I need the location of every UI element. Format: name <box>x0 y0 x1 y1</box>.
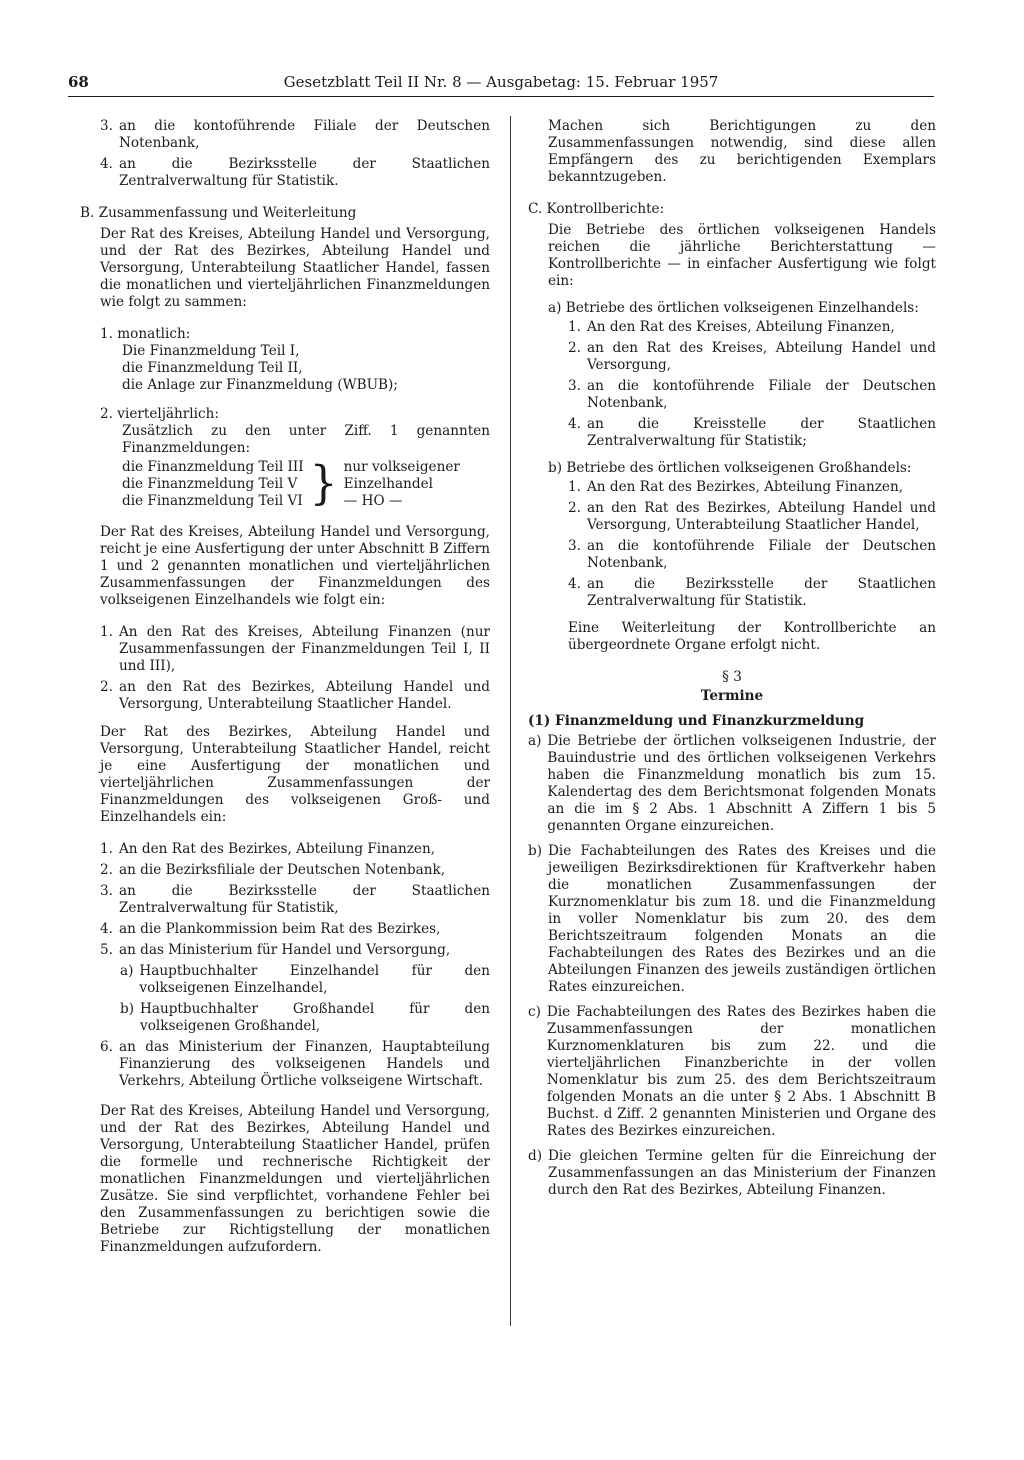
list-item <box>100 1039 490 1090</box>
item-text: An den Rat des Bezirkes, Abteilung Finanzen, <box>586 479 904 495</box>
item-text: An den Rat des Kreises, Abteilung Finanzen, <box>586 319 895 335</box>
section-c-intro: Die Betriebe des örtlichen volkseigenen Handels reichen die jährliche Berichterstattung — Kontrollberichte — in einfacher Ausfertigung wie folgt ein: <box>548 222 936 289</box>
item-number: 4. <box>100 156 113 172</box>
item-number: 1. <box>100 624 113 640</box>
item-number: 4. <box>568 576 581 592</box>
item-number: d) <box>528 1148 543 1164</box>
item-number: b) <box>528 843 543 859</box>
item-text: an die Bezirksfiliale der Deutschen Notenbank, <box>118 862 446 878</box>
list-item <box>528 733 936 835</box>
section-c-title: C. Kontrollberichte: <box>528 201 665 217</box>
monthly-line: Die Finanzmeldung Teil I, <box>122 343 300 359</box>
item-text: an die Kreisstelle der Staatlichen Zentralverwaltung für Statistik; <box>586 416 936 449</box>
item-text: Die Betriebe der örtlichen volkseigenen Industrie, der Bauindustrie und des örtlichen volkseigenen Verkehrs haben die Finanzmeldung monatlich bis zum 15. Kalendertag des dem Berichtsmonat folgenden Monats an die im § 2 Abs. 1 Abschnitt A Ziffern 1 bis 5 genannten Organe einzureichen. <box>547 733 936 834</box>
right-column <box>528 118 936 1203</box>
quarterly-note <box>344 459 460 510</box>
group-b-list <box>548 479 936 610</box>
quarterly-note-line: — HO — <box>343 493 403 509</box>
column-divider <box>510 116 511 1326</box>
item-text: Hauptbuchhalter Großhandel für den volkseigenen Großhandel, <box>140 1001 490 1034</box>
monthly-line: die Anlage zur Finanzmeldung (WBUB); <box>122 377 398 393</box>
page-number: 68 <box>68 73 89 91</box>
paragraph: Machen sich Berichtigungen zu den Zusammenfassungen notwendig, sind diese allen Empfängern des zu berichtigenden Exemplars bekanntzugeben. <box>548 118 936 185</box>
item-text: An den Rat des Kreises, Abteilung Finanzen (nur Zusammenfassungen der Finanzmeldungen Teil I, II und III), <box>118 624 490 674</box>
item-number: 5. <box>100 942 113 958</box>
paragraph: Der Rat des Kreises, Abteilung Handel und Versorgung, reicht je eine Ausfertigung der unter Abschnitt B Ziffern 1 und 2 genannten monatlichen und vierteljährlichen Zusammenfassungen der Finanzmeldungen des volkseigenen Einzelhandels wie folgt ein: <box>100 524 490 608</box>
quarterly-group <box>122 456 490 511</box>
running-head: Gesetzblatt Teil II Nr. 8 — Ausgabetag: 15. Februar 1957 <box>283 73 719 91</box>
subsection-title: (1) Finanzmeldung und Finanzkurzmeldung <box>528 713 865 729</box>
quarterly-note-line: Einzelhandel <box>343 476 433 492</box>
item-number: 2. <box>100 862 113 878</box>
list-item <box>100 118 490 152</box>
list-3 <box>80 841 490 1090</box>
item-text: an die Bezirksstelle der Staatlichen Zentralverwaltung für Statistik. <box>586 576 936 609</box>
list-item <box>100 841 490 858</box>
item-number: 1. <box>568 319 581 335</box>
list-item <box>100 862 490 879</box>
item-text: an die kontoführende Filiale der Deutschen Notenbank, <box>586 538 936 571</box>
item-number: a) <box>528 733 542 749</box>
list-item <box>100 883 490 917</box>
list-item <box>528 843 936 996</box>
closing-paragraph: Eine Weiterleitung der Kontrollberichte an übergeordnete Organe erfolgt nicht. <box>568 620 936 653</box>
item-text: an den Rat des Kreises, Abteilung Handel und Versorgung, <box>586 340 936 373</box>
brace-icon: } <box>309 456 338 511</box>
list-item <box>568 538 936 572</box>
section-b-intro: Der Rat des Kreises, Abteilung Handel und Versorgung, und der Rat des Bezirkes, Abteilung Handel und Versorgung, Unterabteilung Staatlicher Handel, fassen die monatlichen und vierteljährlichen Finanzmeldungen wie folgt zu sammen: <box>100 226 490 310</box>
item-number: 6. <box>100 1039 113 1055</box>
item-number: 4. <box>568 416 581 432</box>
item-number: 3. <box>568 538 581 554</box>
section-b-title: B. Zusammenfassung und Weiterleitung <box>80 205 357 221</box>
quarterly-label: 2. vierteljährlich: <box>100 406 219 422</box>
paragraph: Der Rat des Bezirkes, Abteilung Handel und Versorgung, Unterabteilung Staatlicher Handel, reicht je eine Ausfertigung der monatlichen und vierteljährlichen Zusammenfassungen der Finanzmeldungen des volkseigenen Groß- und Einzelhandels ein: <box>100 724 490 825</box>
list-item <box>100 921 490 938</box>
item-text: an die kontoführende Filiale der Deutschen Notenbank, <box>118 118 490 151</box>
section-number: § 3 <box>722 669 742 685</box>
top-list <box>80 118 490 190</box>
item-number: 4. <box>100 921 113 937</box>
list-item <box>528 1004 936 1140</box>
list-item <box>568 340 936 374</box>
quarterly-note-line: nur volkseigener <box>343 459 460 475</box>
item-number: 3. <box>100 118 113 134</box>
group-b-label: b) Betriebe des örtlichen volkseigenen Großhandels: <box>548 460 912 476</box>
item-number: b) <box>120 1001 135 1017</box>
paragraph: Der Rat des Kreises, Abteilung Handel und Versorgung, und der Rat des Bezirkes, Abteilung Handel und Versorgung, Unterabteilung Staatlicher Handel, prüfen die formelle und rechnerische Richtigkeit der monatlichen Finanzmeldungen und vierteljährlichen Zusätze. Sie sind verpflichtet, vorhandene Fehler bei den Zusammenfassungen zu berichtigen sowie die Betriebe zur Richtigstellung der monatlichen Finanzmeldungen aufzufordern. <box>100 1103 490 1255</box>
item-text: an das Ministerium der Finanzen, Hauptabteilung Finanzierung des volkseigenen Handels und Verkehrs, Abteilung Örtliche volkseigene Wirtschaft. <box>118 1039 490 1089</box>
list-item <box>100 942 490 959</box>
monthly-block <box>80 326 490 510</box>
list-item <box>568 479 936 496</box>
item-text: an die Plankommission beim Rat des Bezirkes, <box>118 921 441 937</box>
subsection-list <box>528 733 936 1199</box>
quarterly-line: die Finanzmeldung Teil VI <box>122 493 303 509</box>
section-c-a <box>528 300 936 654</box>
item-text: Die Fachabteilungen des Rates des Bezirkes haben die Zusammenfassungen der monatlichen Kurznomenklaturen bis zum 22. und die vierteljährlichen Finanzberichte in der vollen Nomenklatur bis zum 25. des dem Berichtszeitraum folgenden Monats an die unter § 2 Abs. 1 Abschnitt B Buchst. d Ziff. 2 genannten Ministerien und Organe des Rates des Bezirkes einzureichen. <box>546 1004 936 1139</box>
quarterly-line: die Finanzmeldung Teil V <box>122 476 298 492</box>
quarterly-line: die Finanzmeldung Teil III <box>122 459 304 475</box>
list-item <box>100 624 490 675</box>
item-text: Hauptbuchhalter Einzelhandel für den volkseigenen Einzelhandel, <box>139 963 490 996</box>
item-number: 1. <box>100 841 113 857</box>
item-text: an die Bezirksstelle der Staatlichen Zentralverwaltung für Statistik. <box>118 156 490 189</box>
list-2 <box>80 624 490 713</box>
monthly-line: die Finanzmeldung Teil II, <box>122 360 303 376</box>
list-item <box>100 679 490 713</box>
item-text: an den Rat des Bezirkes, Abteilung Handel und Versorgung, Unterabteilung Staatlicher Handel. <box>118 679 490 712</box>
sub-list-item <box>100 963 490 997</box>
section-title: Termine <box>700 688 764 704</box>
list-item <box>568 416 936 450</box>
sub-list-item <box>100 1001 490 1035</box>
item-text: an die Bezirksstelle der Staatlichen Zentralverwaltung für Statistik, <box>118 883 490 916</box>
list-item <box>568 500 936 534</box>
item-text: An den Rat des Bezirkes, Abteilung Finanzen, <box>118 841 436 857</box>
monthly-label: 1. monatlich: <box>100 326 191 342</box>
list-item <box>568 378 936 412</box>
list-item <box>568 319 936 336</box>
group-a-list <box>548 319 936 450</box>
list-item <box>100 156 490 190</box>
list-item <box>528 1148 936 1199</box>
item-number: 1. <box>568 479 581 495</box>
item-text: an das Ministerium für Handel und Versorgung, <box>118 942 451 958</box>
item-text: Die Fachabteilungen des Rates des Kreises und die jeweiligen Bezirksdirektionen für Kraftverkehr haben die monatlichen Zusammenfassungen der Kurznomenklatur bis zum 18. und die Finanzmeldung in voller Nomenklatur bis zum 20. des dem Berichtszeitraum folgenden Monats an die Fachabteilungen des Rates des Bezirkes und an die Abteilungen Finanzen des jeweils zuständigen örtlichen Rates einzureichen. <box>548 843 936 995</box>
group-a-label: a) Betriebe des örtlichen volkseigenen Einzelhandels: <box>548 300 919 316</box>
item-number: 2. <box>568 340 581 356</box>
item-number: 3. <box>568 378 581 394</box>
item-number: 2. <box>100 679 113 695</box>
item-text: an die kontoführende Filiale der Deutschen Notenbank, <box>586 378 936 411</box>
item-text: Die gleichen Termine gelten für die Einreichung der Zusammenfassungen an das Ministerium der Finanzen durch den Rat des Bezirkes, Abteilung Finanzen. <box>548 1148 936 1198</box>
item-number: c) <box>528 1004 541 1020</box>
item-text: an den Rat des Bezirkes, Abteilung Handel und Versorgung, Unterabteilung Staatlicher Handel, <box>586 500 936 533</box>
item-number: a) <box>120 963 134 979</box>
quarterly-intro: Zusätzlich zu den unter Ziff. 1 genannten Finanzmeldungen: <box>122 423 490 456</box>
item-number: 2. <box>568 500 581 516</box>
quarterly-lines <box>122 459 304 510</box>
monthly-lines <box>100 343 490 394</box>
list-item <box>568 576 936 610</box>
left-column <box>80 118 490 1256</box>
item-number: 3. <box>100 883 113 899</box>
page-header <box>68 72 934 97</box>
